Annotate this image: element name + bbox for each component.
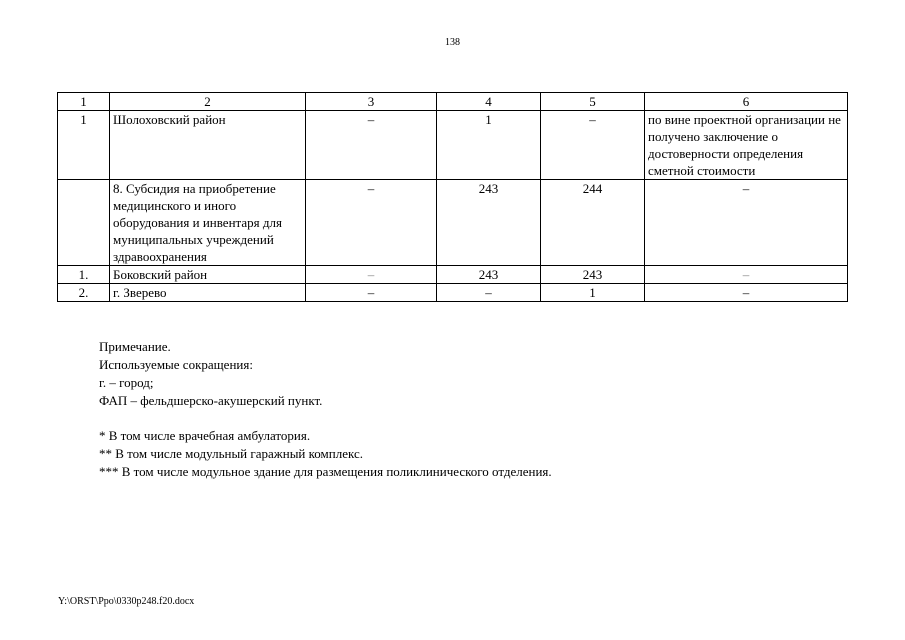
notes-title: Примечание.	[99, 339, 171, 354]
value-cell: –	[541, 111, 645, 180]
footnote-item: ** В том числе модульный гаражный комплекс.	[99, 446, 364, 461]
name-cell: 8. Субсидия на приобретение медицинского и иного оборудования и инвентаря для муниципальных учреждений здравоохранения	[110, 180, 306, 266]
table-row	[58, 284, 848, 302]
value-cell: 1	[541, 284, 645, 302]
spacer	[99, 410, 552, 427]
table-row	[58, 266, 848, 284]
name-cell: Шолоховский район	[110, 111, 306, 180]
abbreviations-heading: Используемые сокращения:	[99, 357, 253, 372]
table-row	[58, 111, 848, 180]
row-number-cell: 1.	[58, 266, 110, 284]
value-cell: –	[437, 284, 541, 302]
value-cell: –	[306, 111, 437, 180]
notes-section	[99, 338, 552, 481]
name-cell: г. Зверево	[110, 284, 306, 302]
row-number-cell	[58, 180, 110, 266]
header-cell: 5	[541, 93, 645, 111]
page-number: 138	[445, 37, 460, 48]
value-cell: 243	[541, 266, 645, 284]
table-header-row	[58, 93, 848, 111]
note-cell: –	[645, 284, 848, 302]
abbreviation-item: г. – город;	[99, 375, 154, 390]
value-cell: 244	[541, 180, 645, 266]
header-cell: 1	[58, 93, 110, 111]
data-table	[57, 92, 848, 302]
footnote-item: *** В том числе модульное здание для размещения поликлинического отделения.	[99, 464, 552, 479]
value-cell: –	[306, 284, 437, 302]
value-cell: –	[306, 266, 437, 284]
file-path-footer: Y:\ORST\Ppo\0330p248.f20.docx	[58, 596, 195, 607]
header-cell: 2	[110, 93, 306, 111]
header-cell: 6	[645, 93, 848, 111]
footnote-item: * В том числе врачебная амбулатория.	[99, 428, 311, 443]
header-cell: 4	[437, 93, 541, 111]
value-cell: –	[306, 180, 437, 266]
header-cell: 3	[306, 93, 437, 111]
abbreviation-item: ФАП – фельдшерско-акушерский пункт.	[99, 393, 323, 408]
value-cell: 1	[437, 111, 541, 180]
table-row	[58, 180, 848, 266]
note-cell: –	[645, 266, 848, 284]
value-cell: 243	[437, 180, 541, 266]
row-number-cell: 2.	[58, 284, 110, 302]
value-cell: 243	[437, 266, 541, 284]
name-cell: Боковский район	[110, 266, 306, 284]
note-cell: –	[645, 180, 848, 266]
row-number-cell: 1	[58, 111, 110, 180]
note-cell: по вине проектной организации не получено заключение о достоверности определения сметной стоимости	[645, 111, 848, 180]
